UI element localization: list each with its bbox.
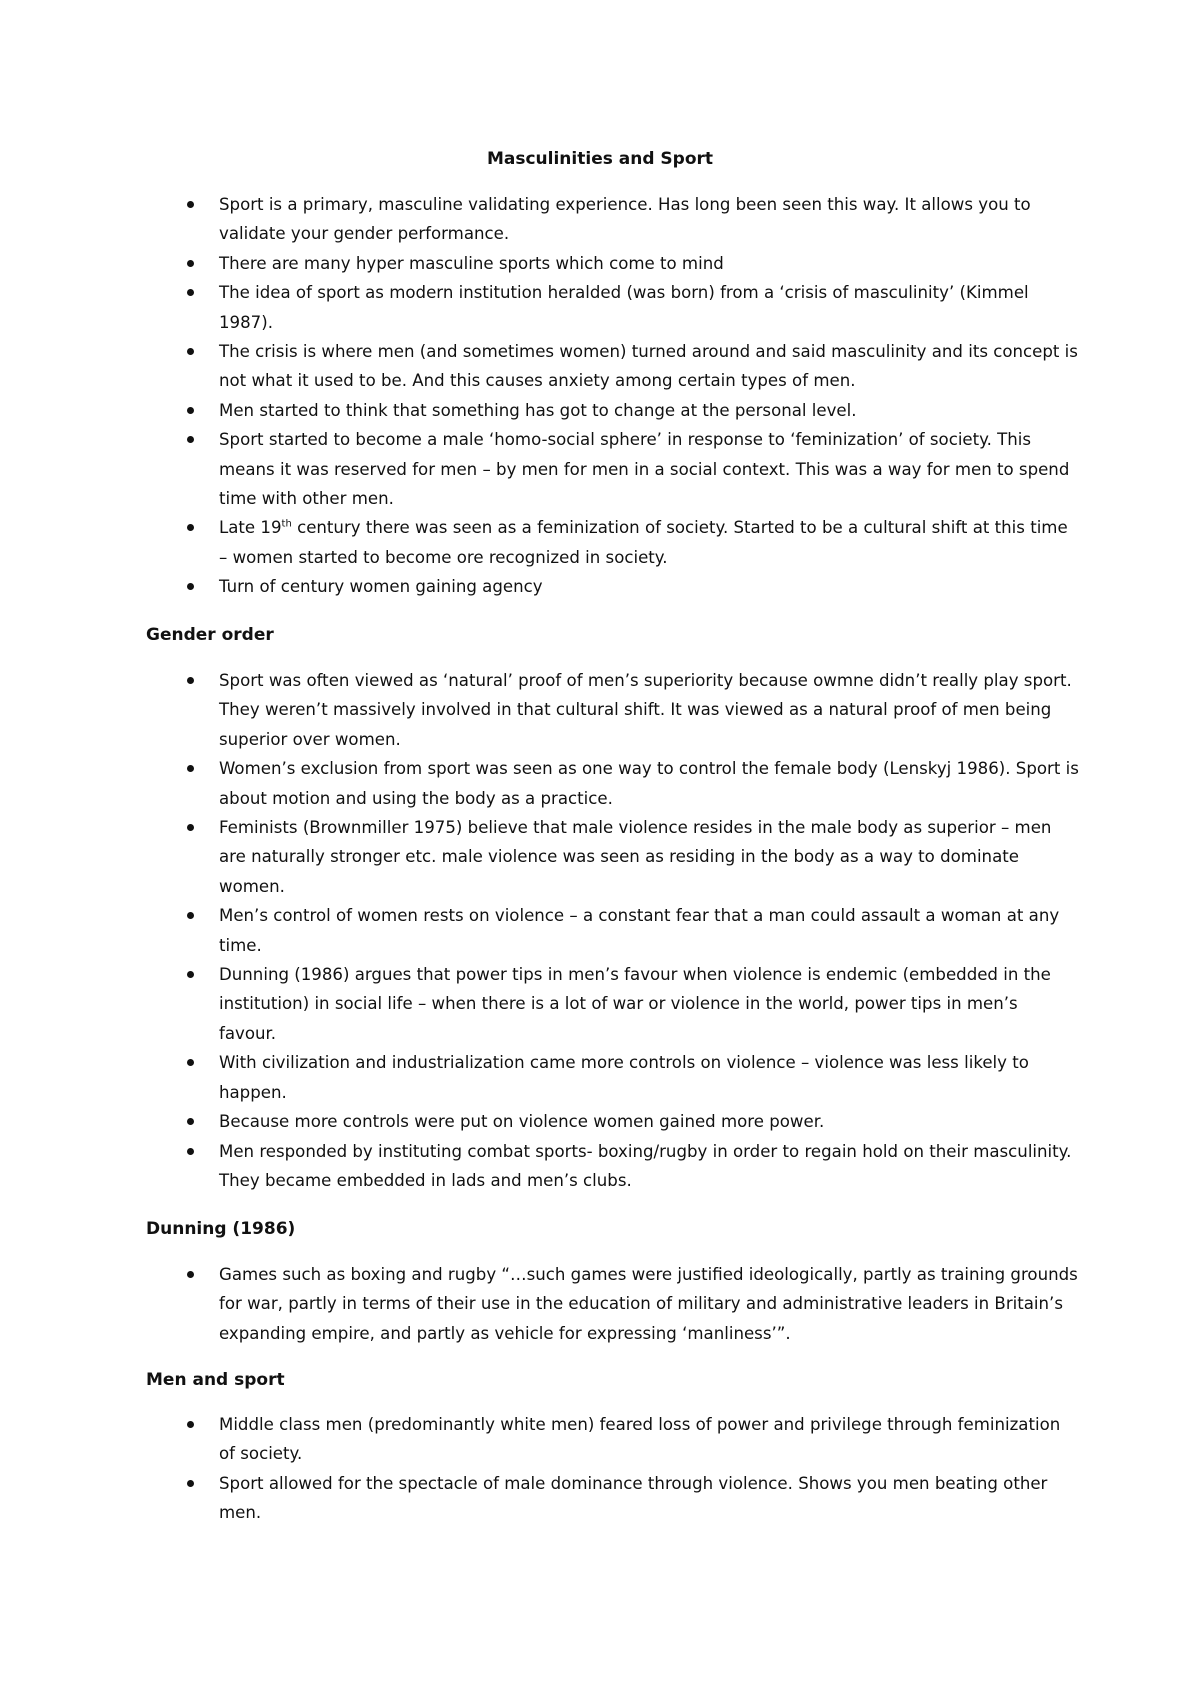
list-item-text: Because more controls were put on violence women gained more power.: [219, 1112, 825, 1132]
list-item-text: Men responded by instituting combat sports- boxing/rugby in order to regain hold on their masculinity. They became embedded in lads and men’s clubs.: [219, 1141, 1072, 1190]
list-item-text: Women’s exclusion from sport was seen as one way to control the female body (Lenskyj 1986). Sport is about motion and using the body as a practice.: [219, 759, 1079, 808]
list-item-text: With civilization and industrialization came more controls on violence – violence was less likely to happen.: [219, 1053, 1029, 1102]
bullet-icon: [187, 765, 194, 772]
bullet-icon: [187, 1118, 194, 1125]
list-item: [0, 813, 1079, 901]
list-item: [0, 1137, 1079, 1196]
list-item: [0, 190, 1079, 249]
bullet-icon: [187, 1480, 194, 1487]
men-and-sport-bullet-list: [0, 1410, 1200, 1528]
bullet-icon: [187, 583, 194, 590]
intro-bullet-list: [0, 190, 1200, 602]
list-item: [0, 1260, 1079, 1348]
bullet-icon: [187, 971, 194, 978]
bullet-icon: [187, 1271, 194, 1278]
bullet-icon: [187, 1421, 194, 1428]
bullet-icon: [187, 436, 194, 443]
section-heading-gender-order: Gender order: [146, 625, 274, 645]
list-item-text: There are many hyper masculine sports which come to mind: [219, 253, 724, 273]
bullet-icon: [187, 912, 194, 919]
bullet-icon: [187, 289, 194, 296]
bullet-icon: [187, 1059, 194, 1066]
bullet-icon: [187, 201, 194, 208]
list-item: [0, 249, 1079, 278]
list-item-text: Feminists (Brownmiller 1975) believe that male violence resides in the male body as superior – men are naturally stronger etc. male violence was seen as residing in the body as a way to dominate women.: [219, 818, 1052, 896]
list-item-text: The idea of sport as modern institution heralded (was born) from a ‘crisis of masculinity’ (Kimmel 1987).: [219, 283, 1029, 332]
text-fragment: century there was seen as a feminization of society. Started to be a cultural shift at this time – women started to become ore recognized in society.: [219, 518, 1068, 567]
list-item-text: Men’s control of women rests on violence – a constant fear that a man could assault a woman at any time.: [219, 906, 1060, 955]
list-item-text: Men started to think that something has got to change at the personal level.: [219, 400, 857, 420]
list-item-text: Dunning (1986) argues that power tips in men’s favour when violence is endemic (embedded in the institution) in social life – when there is a lot of war or violence in the world, power tips in men’s favour.: [219, 965, 1051, 1043]
gender-order-bullet-list: [0, 666, 1200, 1195]
list-item: [0, 901, 1079, 960]
bullet-icon: [187, 1148, 194, 1155]
bullet-icon: [187, 524, 194, 531]
bullet-icon: [187, 677, 194, 684]
dunning-bullet-list: [0, 1260, 1200, 1348]
list-item: [0, 666, 1079, 754]
list-item-text: Sport allowed for the spectacle of male dominance through violence. Shows you men beating other men.: [219, 1473, 1048, 1523]
list-item: [0, 754, 1079, 813]
list-item: [0, 396, 1079, 425]
list-item: [0, 960, 1079, 1048]
list-item-text: Turn of century women gaining agency: [219, 577, 543, 597]
list-item: [0, 1410, 1079, 1469]
bullet-icon: [187, 824, 194, 831]
superscript: th: [281, 518, 292, 530]
text-fragment: Late 19: [219, 518, 282, 538]
list-item-text: Sport is a primary, masculine validating experience. Has long been seen this way. It allows you to validate your gender performance.: [219, 195, 1031, 244]
bullet-icon: [187, 260, 194, 267]
list-item: [0, 337, 1079, 396]
list-item-text: Sport was often viewed as ‘natural’ proof of men’s superiority because owmne didn’t really play sport. They weren’t massively involved in that cultural shift. It was viewed as a natural proof of men being superior over women.: [219, 671, 1072, 749]
list-item-text: Games such as boxing and rugby “…such games were justified ideologically, partly as training grounds for war, partly in terms of their use in the education of military and administrative leaders in Britain’s expanding empire, and partly as vehicle for expressing ‘manliness’”.: [219, 1265, 1078, 1343]
list-item-text: Middle class men (predominantly white men) feared loss of power and privilege through feminization of society.: [219, 1415, 1061, 1464]
list-item: [0, 513, 1079, 572]
list-item: [0, 1107, 1079, 1136]
section-heading-dunning: Dunning (1986): [146, 1219, 296, 1239]
list-item: [0, 1469, 1079, 1528]
list-item-text: The crisis is where men (and sometimes women) turned around and said masculinity and its concept is not what it used to be. And this causes anxiety among certain types of men.: [219, 342, 1078, 391]
list-item: [0, 425, 1079, 513]
list-item-text: [219, 518, 1068, 566]
list-item: [0, 1048, 1079, 1107]
list-item: [0, 572, 1079, 601]
section-heading-men-and-sport: Men and sport: [146, 1370, 285, 1390]
list-item-text: Sport started to become a male ‘homo-social sphere’ in response to ‘feminization’ of society. This means it was reserved for men – by men for men in a social context. This was a way for men to spend time with other men.: [219, 430, 1070, 509]
bullet-icon: [187, 348, 194, 355]
page-title: Masculinities and Sport: [486, 149, 714, 169]
list-item: [0, 278, 1079, 337]
bullet-icon: [187, 407, 194, 414]
